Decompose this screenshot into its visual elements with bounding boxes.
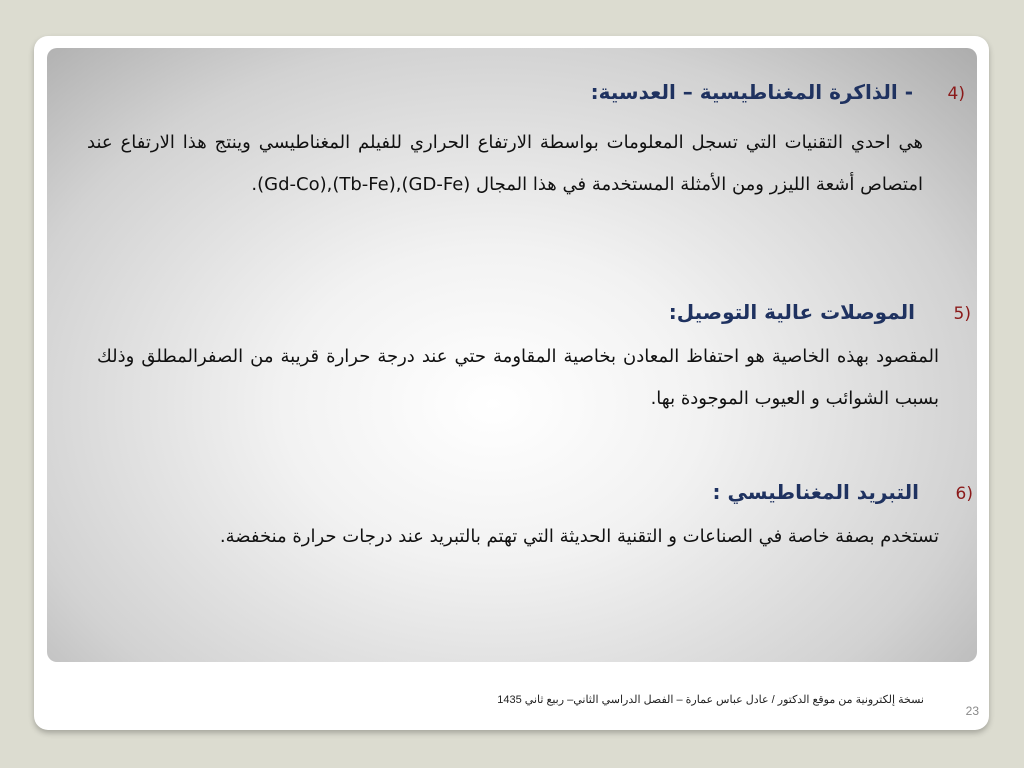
section-heading-row: [97, 300, 971, 334]
footer-credit: نسخة إلكترونية من موقع الدكتور / عادل عباس عمارة – الفصل الدراسي الثاني– ربيع ثاني 1435: [497, 694, 924, 706]
section-heading: الموصلات عالية التوصيل:: [668, 300, 915, 324]
content-panel: [47, 48, 977, 662]
section-superconductors: [97, 300, 971, 420]
section-number-wrap: [929, 304, 971, 324]
section-number-wrap: [931, 484, 973, 504]
section-heading-row: [87, 80, 965, 114]
section-number: 5): [953, 304, 971, 324]
section-number-wrap: [923, 84, 965, 104]
section-heading: التبريد المغناطيسي :: [712, 480, 919, 504]
section-number: 4): [947, 84, 965, 104]
slide: [34, 36, 989, 730]
section-paragraph: تستخدم بصفة خاصة في الصناعات و التقنية الحديثة التي تهتم بالتبريد عند درجات حرارة منخفضة.: [219, 526, 939, 547]
page-number: 23: [965, 704, 979, 718]
section-heading-row: [117, 480, 973, 514]
section-number: 6): [955, 484, 973, 504]
section-paragraph: هي احدي التقنيات التي تسجل المعلومات بواسطة الارتفاع الحراري للفيلم المغناطيسي وينتج هذا الارتفاع عند امتصاص أشعة الليزر ومن الأمثلة المستخدمة في هذا المجال (GD-Fe),(Tb-Fe),(Gd-Co).: [87, 132, 923, 195]
section-magnetic-cooling: [117, 480, 973, 558]
section-magneto-optical-memory: [87, 80, 965, 206]
section-heading: - الذاكرة المغناطيسية – العدسية:: [590, 80, 913, 104]
section-paragraph: المقصود بهذه الخاصية هو احتفاظ المعادن بخاصية المقاومة حتي عند درجة حرارة قريبة من الصفرالمطلق وذلك بسبب الشوائب و العيوب الموجودة بها.: [97, 346, 939, 409]
